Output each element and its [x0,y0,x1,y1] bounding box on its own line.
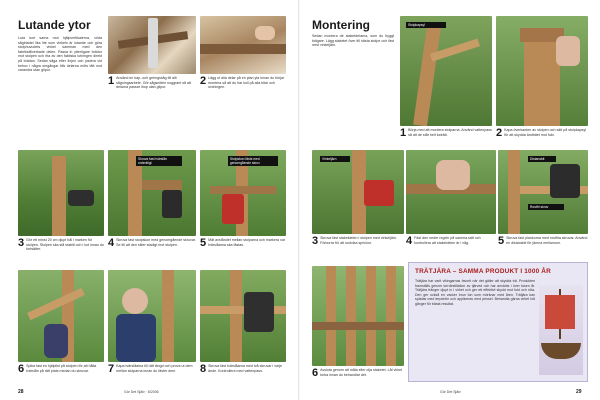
left-page-number: 28 [18,389,24,395]
label-distansbit: Distansbit [528,156,556,162]
right-caption-4: 4 Fäst den nedre regeln på samma sätt och kontrollera att staketdelen är i våg. [406,235,481,247]
label-stolpsko: Stolpskon fästs med genomgående skruv [228,156,278,166]
photo-8 [200,270,286,362]
caption-4: 4 Skruva fast stolpskon med genomgående skruvar. Se till att den sitter stadigt mot stolpen. [108,237,196,249]
caption-5: 5 Mät avståndet mellan stolparna och markera var tvärslåarna ska fästas. [200,237,286,249]
label-rostfri-skruv: Rostfri skruv [528,204,564,210]
right-photo-4 [406,150,496,234]
right-caption-6: 6 Avsluta genom att måla eller olja staketet. Låt virket torka innan du behandlar det. [312,367,403,379]
photo-7 [108,270,196,362]
label-vinkeljarn: Vinkeljärn [320,156,350,162]
left-page-footer: Gör Det Själv · 8/2006 [124,390,159,394]
tar-box-title: TRÄTJÄRA – SAMMA PRODUKT I 1000 ÅR [415,268,551,275]
left-page-intro: Luta kort sarna mot hjälpvertikalerna, vrida sågbladet lika lite som vinkeln är lutande och göra stolphuvudets vinkel samman med den fabrikstillverkade delen. Passa in ytterligare brädor mot stolpen och rita av den faktiska lutningen direkt på brädan. Sedan såga efter linjen och justera vid behov i några omgångar tills delarna möts tätt mot varandra utan glipor. [18,36,102,73]
right-photo-2 [496,16,588,126]
right-page [300,0,600,400]
right-photo-1 [400,16,492,126]
caption-3: 3 Gör ett minst 20 cm djupt hål i marken för stolpen. Stolpen ska stå stabilt och i lod innan du fortsätter. [18,237,104,251]
tar-box-text: Trätjära har varit vikingarnas favorit när det gäller att skydda trä. Produkten framställs genom torrdestillation av tjärved och har använts i över tusen år. Trätjära tränger djupt in i virket och ger ett effektivt skydd mot fukt och röta. Den ger också en vacker brun ton som mörknar med åren. Trätjära kan spädas med terpentin och appliceras med pensel. Behandla gärna virket två gånger för bästa resultat. [415,279,535,306]
photo-5 [200,150,286,236]
right-page-intro: Sedan montera de staketdelarna, som du byggt tidigare. Lägg staketet över till nästa stolpe och fäst med vinkeljärn. [312,34,394,48]
photo-2 [200,16,286,74]
viking-ship-image [539,285,583,375]
label-skruva: Skruva fast tvärslån ordentligt [136,156,182,166]
right-page-title: Montering [312,18,370,32]
caption-8: 8 Skruva fast tvärslåarna med två skruvar i varje ände. Kontrollera med vattenpass. [200,363,283,375]
right-photo-3 [312,150,404,234]
caption-2: 2 Lägg ut alla delar på en plan yta innan du börjar montera så att du har koll på alla bitar och ordningen. [200,75,285,89]
caption-6: 6 Spika fast en hjälplist på stolpen för att hålla tvärslån på rätt plats medan du skruvar. [18,363,97,375]
right-page-number: 29 [576,389,582,395]
photo-3 [18,150,104,236]
right-page-footer: Gör Det Själv [440,390,461,394]
right-photo-5 [498,150,588,234]
right-caption-5: 5 Skruva fast plankorna med rostfria skruvar. Använd en distansbit för jämna mellanrum. [498,235,588,247]
photo-4 [108,150,196,236]
right-caption-1: 1 Börja med att montera stolparna. Använd vattenpass så att de står helt lodrätt. [400,127,492,139]
photo-6 [18,270,104,362]
right-caption-3: 3 Skruva fast staketdelen i stolpen med vinkeljärn. Förborra för att undvika sprickor. [312,235,398,247]
left-page-title: Lutande ytor [18,18,91,32]
caption-7: 7 Kapa tvärslåarna till rätt längd och prova ut dem mellan stolparna innan du fäster dem. [108,363,193,375]
right-photo-6 [312,266,404,366]
photo-1 [108,16,196,74]
caption-1: 1 Använd en kap- och geringssåg till allt sågningsarbete. Gör sågsnitten noggrant så att delarna passar ihop utan glipor. [108,75,192,89]
right-caption-2: 2 Kapa överkanten av stolpen och sätt på stolpkapsyl för att skydda ändträet mot fukt. [496,127,587,139]
label-stolpkapsyl: Stolpkapsyl [406,22,446,28]
tar-info-box [408,262,588,382]
